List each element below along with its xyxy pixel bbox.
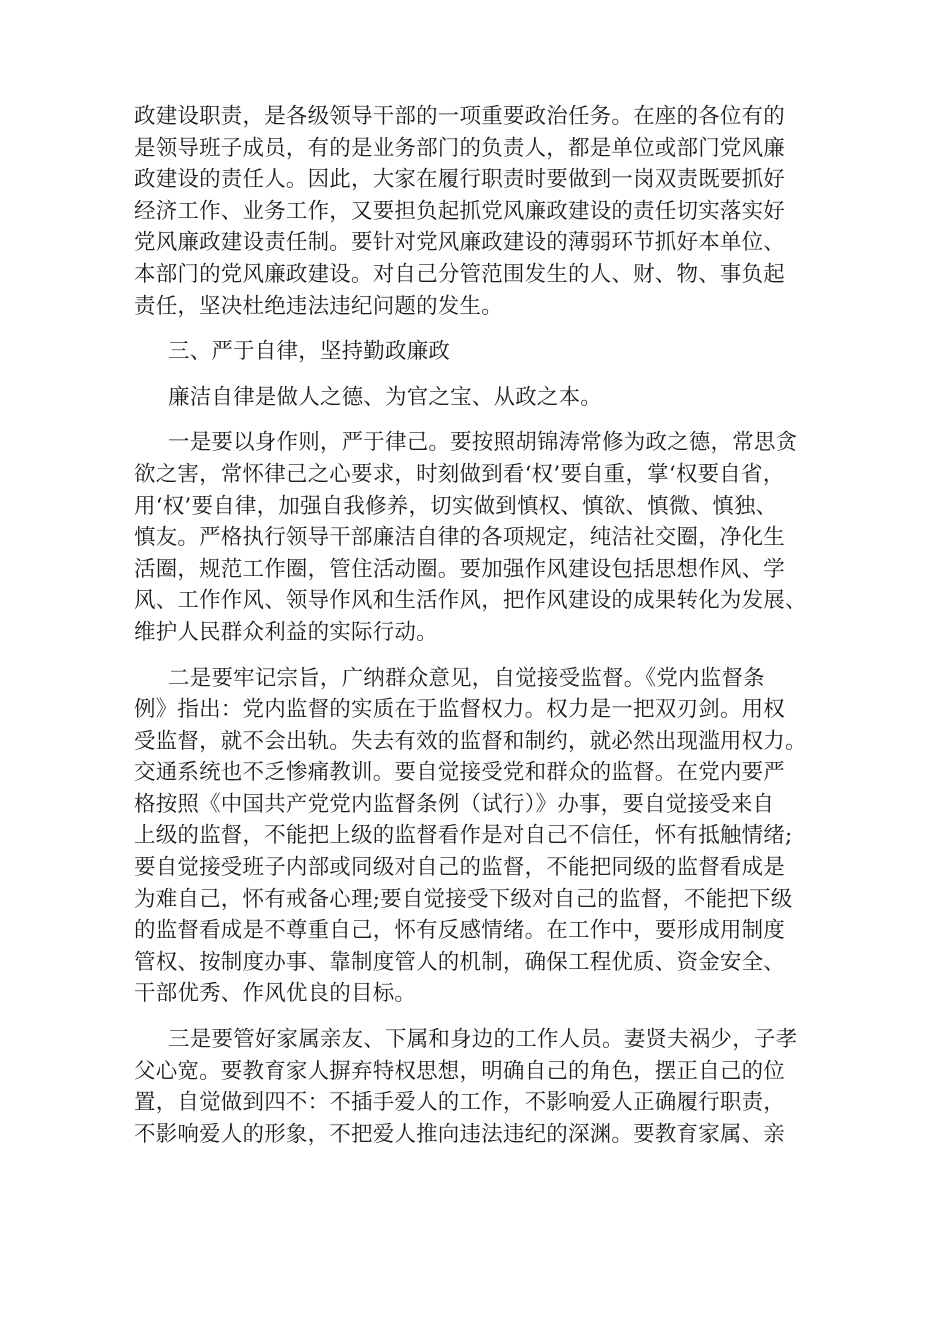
text-line: 责任，坚决杜绝违法违纪问题的发生。: [134, 293, 503, 319]
text-line: 用‘权’要自律，加强自我修养，切实做到慎权、慎欲、慎微、慎独、: [134, 493, 778, 519]
text-line: 廉洁自律是做人之德、为官之宝、从政之本。: [168, 384, 603, 410]
text-line: 干部优秀、作风优良的目标。: [134, 981, 417, 1007]
paragraph-responsibility: [134, 101, 814, 322]
text-line: 受监督，就不会出轨。失去有效的监督和制约，就必然出现滥用权力。: [134, 728, 807, 754]
document-body: [134, 101, 814, 1150]
text-line: 要自觉接受班子内部或同级对自己的监督，不能把同级的监督看成是: [134, 855, 786, 881]
text-line: 慎友。严格执行领导干部廉洁自律的各项规定，纯洁社交圈，净化生: [134, 525, 786, 551]
text-line: 本部门的党风廉政建设。对自己分管范围发生的人、财、物、事负起: [134, 261, 786, 287]
text-line: 置，自觉做到四不：不插手爱人的工作，不影响爱人正确履行职责，: [134, 1090, 786, 1116]
text-line: 为难自己，怀有戒备心理;要自觉接受下级对自己的监督，不能把下级: [134, 886, 793, 912]
text-line: 风、工作作风、领导作风和生活作风，把作风建设的成果转化为发展、: [134, 588, 807, 614]
text-line: 党风廉政建设责任制。要针对党风廉政建设的薄弱环节抓好本单位、: [134, 230, 786, 256]
text-line: 一是要以身作则，严于律己。要按照胡锦涛常修为政之德，常思贪: [168, 430, 798, 456]
text-line: 管权、按制度办事、靠制度管人的机制，确保工程优质、资金安全、: [134, 949, 786, 975]
section-heading-text: 三、严于自律，坚持勤政廉政: [168, 339, 451, 365]
text-line: 的监督看成是不尊重自己，怀有反感情绪。在工作中，要形成用制度: [134, 918, 786, 944]
paragraph-lead-by-example: [134, 427, 814, 648]
text-line: 政建设的责任人。因此，大家在履行职责时要做到一岗双责既要抓好: [134, 167, 786, 193]
text-line: 上级的监督，不能把上级的监督看作是对自己不信任，怀有抵触情绪;: [134, 823, 793, 849]
section-heading-3: [134, 336, 814, 368]
text-line: 不影响爱人的形象，不把爱人推向违法违纪的深渊。要教育家属、亲: [134, 1121, 786, 1147]
text-line: 维护人民群众利益的实际行动。: [134, 619, 438, 645]
text-line: 二是要牢记宗旨，广纳群众意见，自觉接受监督。《党内监督条: [168, 665, 765, 691]
text-line: 格按照《中国共产党党内监督条例（试行）》办事，要自觉接受来自: [134, 791, 775, 817]
text-line: 是领导班子成员，有的是业务部门的负责人，都是单位或部门党风廉: [134, 135, 786, 161]
text-line: 经济工作、业务工作，又要担负起抓党风廉政建设的责任切实落实好: [134, 198, 786, 224]
text-line: 活圈，规范工作圈，管住活动圈。要加强作风建设包括思想作风、学: [134, 556, 786, 582]
text-line: 例》指出：党内监督的实质在于监督权力。权力是一把双刃剑。用权: [134, 697, 786, 723]
text-line: 父心宽。要教育家人摒弃特权思想，明确自己的角色，摆正自己的位: [134, 1058, 786, 1084]
paragraph-manage-family: [134, 1024, 814, 1150]
paragraph-accept-supervision: [134, 663, 814, 1011]
text-line: 政建设职责，是各级领导干部的一项重要政治任务。在座的各位有的: [134, 104, 786, 129]
text-line: 交通系统也不乏惨痛教训。要自觉接受党和群众的监督。在党内要严: [134, 760, 786, 786]
text-line: 三是要管好家属亲友、下属和身边的工作人员。妻贤夫祸少，子孝: [168, 1027, 798, 1053]
paragraph-integrity-intro: [134, 382, 814, 414]
text-line: 欲之害，常怀律己之心要求，时刻做到看‘权’要自重，掌‘权要自省，: [134, 461, 785, 487]
